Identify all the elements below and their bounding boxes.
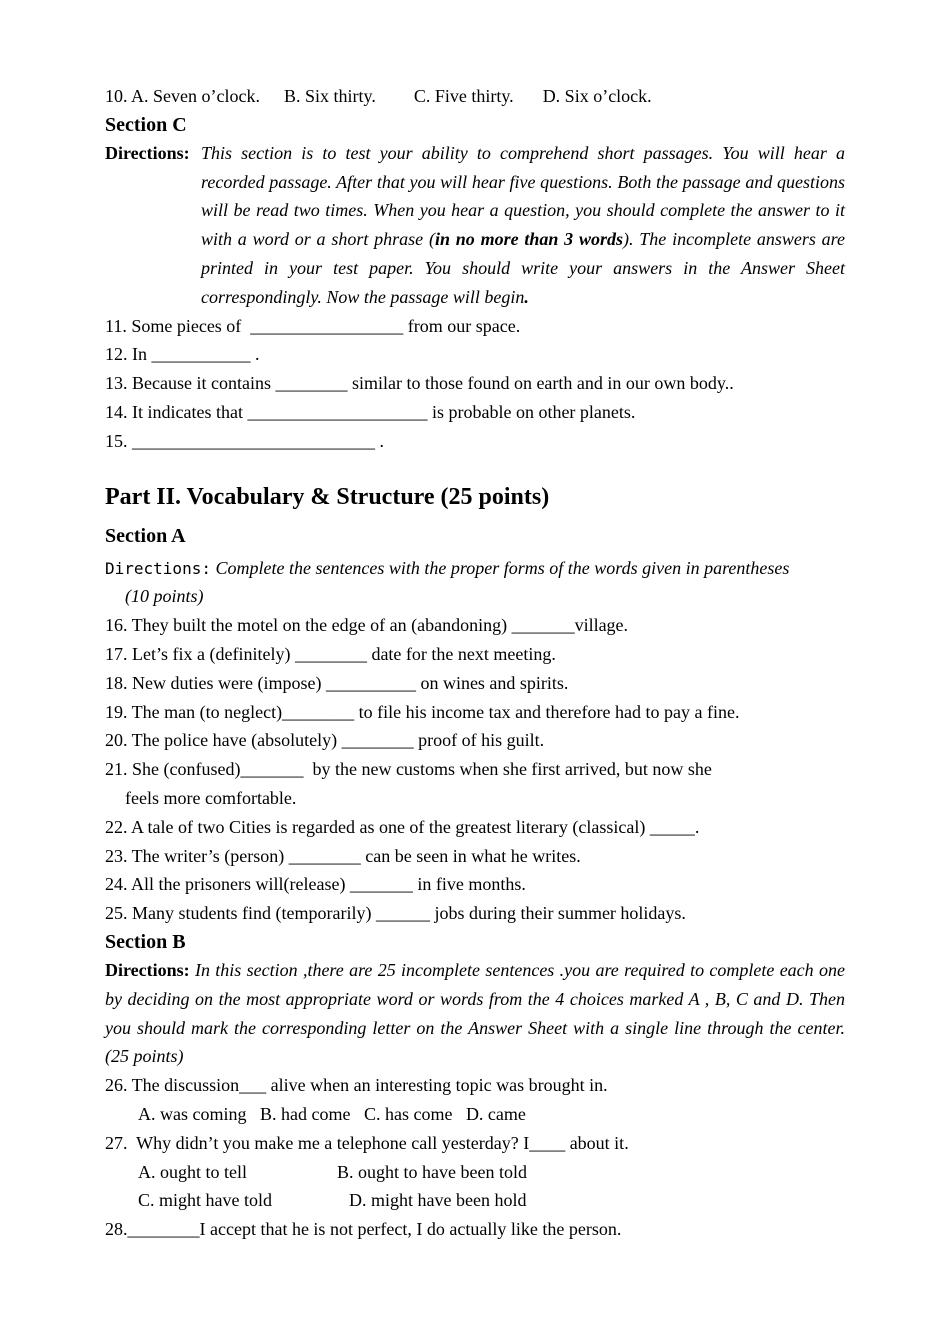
exam-page <box>105 82 845 1244</box>
question-21: 21. She (confused)_______ by the new customs when she first arrived, but now she <box>105 759 712 780</box>
question-10: 10. A. Seven o’clock. B. Six thirty. C. Five thirty. D. Six o’clock. <box>105 86 652 106</box>
directions-text: In this section ,there are 25 incomplete sentences .you are required to complete each one by deciding on the most appropriate word or words from the 4 choices marked A , B, C and D. Then you should mark the corresponding letter on the Answer Sheet with a single line through the center. (25 points) <box>105 959 845 1067</box>
question-19: 19. The man (to neglect)________ to file his income tax and therefore had to pay a fine. <box>105 701 740 722</box>
question-27-options-ab <box>105 1158 845 1187</box>
directions-text: Complete the sentences with the proper forms of the words given in parentheses <box>210 557 790 578</box>
directions-label: Directions: <box>105 142 190 163</box>
option-a: A. Seven o’clock. <box>131 86 260 106</box>
section-a-heading: Section A <box>105 524 186 547</box>
question-26: 26. The discussion___ alive when an interesting topic was brought in. <box>105 1075 608 1096</box>
question-24: 24. All the prisoners will(release) _______ in five months. <box>105 874 526 895</box>
section-c-heading: Section C <box>105 113 187 136</box>
question-18: 18. New duties were (impose) __________ on wines and spirits. <box>105 672 569 693</box>
option-b: B. Six thirty. <box>283 86 376 106</box>
question-26-options: A. was coming B. had come C. has come D. came <box>138 1103 526 1124</box>
option-a: A. ought to tell <box>138 1161 247 1182</box>
option-c: C. might have told <box>138 1190 272 1211</box>
directions-label: Directions: <box>105 959 190 980</box>
directions-text: This section is to test your ability to comprehend short passages. You will hear a recorded passage. After that you will hear five questions. Both the passage and questions will be read two times. When you hear a question, you should complete the answer to it with a word or a short phrase (in no more than 3 words). The incomplete answers are printed in your test paper. You should write your answers in the Answer Sheet correspondingly. Now the passage will begin. <box>201 142 845 307</box>
question-15: 15. ___________________________ . <box>105 430 384 451</box>
question-17: 17. Let’s fix a (definitely) ________ date for the next meeting. <box>105 643 556 664</box>
section-b-directions <box>105 956 845 1071</box>
question-25: 25. Many students find (temporarily) ______ jobs during their summer holidays. <box>105 903 686 924</box>
question-28: 28.________I accept that he is not perfect, I do actually like the person. <box>105 1219 622 1240</box>
question-22: 22. A tale of two Cities is regarded as one of the greatest literary (classical) _____. <box>105 816 700 837</box>
question-27: 27. Why didn’t you make me a telephone call yesterday? I____ about it. <box>105 1132 629 1153</box>
directions-points: (10 points) <box>125 586 204 607</box>
option-d: D. Six o’clock. <box>542 86 652 106</box>
question-27-options-cd <box>105 1186 845 1215</box>
option-b: B. ought to have been told <box>337 1161 527 1182</box>
question-21-continued: feels more comfortable. <box>125 787 297 808</box>
part-2-title: Part II. Vocabulary & Structure (25 points) <box>105 483 550 510</box>
question-13: 13. Because it contains ________ similar to those found on earth and in our own body.. <box>105 373 734 394</box>
question-14: 14. It indicates that ____________________ is probable on other planets. <box>105 401 636 422</box>
option-d: D. might have been hold <box>349 1190 527 1211</box>
section-c-directions <box>105 139 845 312</box>
question-12: 12. In ___________ . <box>105 344 260 365</box>
option-c: C. Five thirty. <box>413 86 514 106</box>
section-a-directions <box>105 554 845 612</box>
question-11: 11. Some pieces of _________________ from our space. <box>105 315 521 336</box>
section-b-heading: Section B <box>105 930 186 953</box>
directions-label: Directions: <box>105 558 211 578</box>
question-23: 23. The writer’s (person) ________ can be seen in what he writes. <box>105 845 581 866</box>
question-20: 20. The police have (absolutely) ________ proof of his guilt. <box>105 730 545 751</box>
question-16: 16. They built the motel on the edge of an (abandoning) _______village. <box>105 615 629 636</box>
